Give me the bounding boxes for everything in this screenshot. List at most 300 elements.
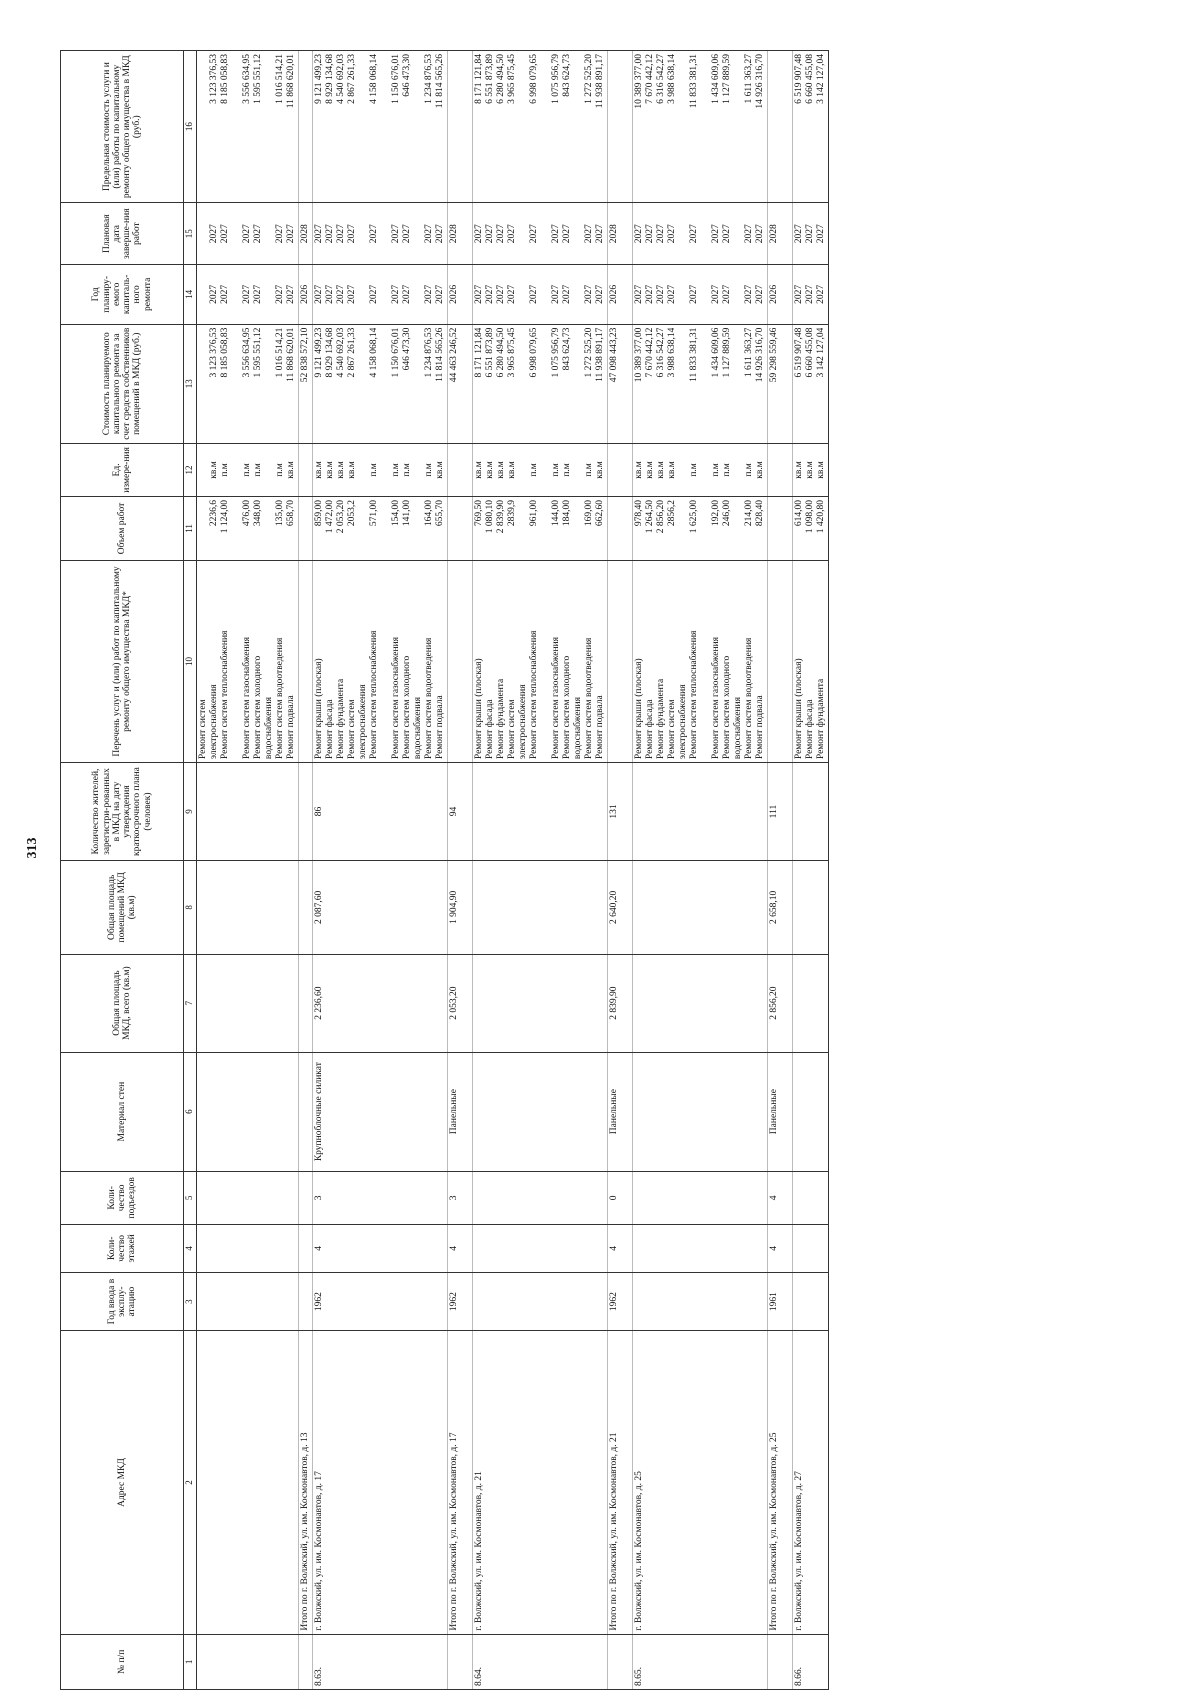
cell-residents-text: 111 [769, 804, 779, 819]
line-cost [413, 328, 424, 440]
line-volume: 2839,9 [507, 500, 517, 527]
total-year: 2026 [769, 284, 779, 304]
cell-floors [313, 1224, 448, 1272]
line-date: 2027 [220, 224, 230, 244]
line-unit: п.м [711, 463, 721, 477]
line-year [700, 268, 711, 321]
cell-cost [793, 324, 829, 443]
line-work [231, 564, 242, 759]
line-date: 2027 [402, 224, 412, 244]
line-work: Ремонт фундамента [336, 678, 346, 760]
line-volume [358, 500, 369, 557]
column-number: 8 [184, 860, 197, 954]
total-date: 2028 [769, 224, 779, 244]
line-cost [231, 328, 242, 440]
header-row [61, 51, 184, 1690]
line-date [413, 206, 424, 261]
line-cost: 6 551 873,89 [485, 327, 495, 378]
cell-address-text: г. Волжский, ул. им. Космонавтов, д. 21 [474, 1471, 484, 1631]
line-work: Ремонт крыши (плоская) [794, 658, 804, 760]
line-date [198, 206, 209, 261]
line-unit: кв.м [645, 461, 655, 479]
line-work: Ремонт фасада [485, 699, 495, 760]
cell-address [299, 1331, 313, 1634]
line-limit [573, 54, 584, 199]
cell-area_rooms [313, 860, 448, 954]
page-number: 313 [25, 837, 40, 859]
total-year: 2026 [609, 284, 619, 304]
line-limit: 6 660 455,08 [805, 54, 815, 104]
line-year: 2027 [794, 284, 804, 304]
line-date: 2027 [634, 224, 644, 244]
line-cost: 1 075 956,79 [551, 327, 561, 378]
line-unit: п.м [275, 463, 285, 477]
line-work: Ремонт систем холодного [562, 655, 572, 760]
line-unit [380, 447, 391, 493]
line-volume: 476,00 [242, 500, 252, 527]
line-volume [700, 500, 711, 557]
cell-year [299, 265, 313, 325]
line-limit: 11 814 565,26 [435, 54, 445, 109]
cell-cost [197, 324, 299, 443]
line-volume: 246,00 [722, 500, 732, 527]
line-date: 2027 [645, 224, 655, 244]
cell-area_total [608, 954, 633, 1052]
line-work: Ремонт фасада [805, 699, 815, 760]
cell-date [448, 203, 473, 265]
cell-area_rooms [633, 860, 768, 954]
cell-area_total [793, 954, 829, 1052]
cell-walls [448, 1052, 473, 1171]
cell-area_rooms [299, 860, 313, 954]
column-header: Адрес МКД [61, 1331, 184, 1634]
cell-address-text: Итого по г. Волжский, ул. им. Космонавтов, д. 21 [609, 1432, 619, 1631]
cell-work [473, 560, 608, 762]
line-unit: п.м [369, 463, 379, 477]
line-cost: 6 280 494,50 [496, 327, 506, 378]
line-cost: 843 624,73 [562, 327, 572, 371]
cell-area_rooms-text: 1 904,90 [449, 890, 459, 924]
line-work: Ремонт систем холодного [722, 655, 732, 760]
line-volume: 141,00 [402, 500, 412, 527]
line-cost: 3 123 376,53 [209, 327, 219, 378]
cell-floors [299, 1224, 313, 1272]
line-limit: 8 171 121,84 [474, 54, 484, 104]
cell-floors [473, 1224, 608, 1272]
line-unit: кв.м [347, 461, 357, 479]
line-volume: 655,70 [435, 500, 445, 527]
line-date [540, 206, 551, 261]
line-volume: 614,00 [794, 500, 804, 527]
line-work: Ремонт систем водоотведения [744, 637, 754, 760]
line-limit: 1 150 676,01 [391, 54, 401, 104]
cell-date [633, 203, 768, 265]
column-number: 7 [184, 954, 197, 1052]
line-unit: п.м [551, 463, 561, 477]
line-date: 2027 [209, 224, 219, 244]
line-cost [518, 328, 529, 440]
line-work: Ремонт фундамента [496, 678, 506, 760]
line-limit: 3 142 127,04 [816, 54, 826, 104]
line-volume: 2053,2 [347, 500, 357, 527]
column-number: 3 [184, 1272, 197, 1331]
cell-limit [768, 51, 793, 203]
cell-area_rooms [608, 860, 633, 954]
line-cost: 646 473,30 [402, 327, 412, 371]
line-date: 2027 [816, 224, 826, 244]
line-unit: кв.м [507, 461, 517, 479]
line-unit: кв.м [816, 461, 826, 479]
line-limit: 1 075 956,79 [551, 54, 561, 104]
cell-year [768, 265, 793, 325]
line-date: 2027 [474, 224, 484, 244]
cell-floors [197, 1224, 299, 1272]
column-header: Количество жителей, зарегистри-рованных в МКД на дату утверждения краткосрочного плана (человек) [61, 763, 184, 861]
line-year: 2027 [314, 284, 324, 304]
line-date: 2027 [794, 224, 804, 244]
line-work: Ремонт систем водоотведения [584, 637, 594, 760]
line-year: 2027 [816, 284, 826, 304]
cell-entrances [313, 1171, 448, 1224]
cell-built [448, 1272, 473, 1331]
repair-plan-table [60, 50, 829, 1690]
line-unit: кв.м [667, 461, 677, 479]
line-cost [358, 328, 369, 440]
cell-address-text: Итого по г. Волжский, ул. им. Космонавтов, д. 17 [449, 1432, 459, 1631]
line-cost: 1 127 889,59 [722, 327, 732, 378]
line-limit: 646 473,30 [402, 54, 412, 97]
line-limit: 843 624,73 [562, 54, 572, 97]
line-limit: 6 551 873,89 [485, 54, 495, 104]
cell-address-text: г. Волжский, ул. им. Космонавтов, д. 27 [794, 1471, 804, 1631]
line-volume: 1 625,00 [689, 500, 699, 534]
cell-num [197, 1634, 299, 1689]
line-cost: 1 016 514,21 [275, 327, 285, 378]
line-volume: 184,00 [562, 500, 572, 527]
line-work: Ремонт подвала [595, 695, 605, 760]
line-limit: 4 540 692,03 [336, 54, 346, 104]
line-limit: 9 121 499,23 [314, 54, 324, 104]
cell-residents [197, 763, 299, 861]
cell-floors [768, 1224, 793, 1272]
cell-area_total-text: 2 236,60 [314, 986, 324, 1020]
line-unit: п.м [253, 463, 263, 477]
line-cost: 3 556 634,95 [242, 327, 252, 378]
line-date: 2027 [242, 224, 252, 244]
column-header: Материал стен [61, 1052, 184, 1171]
line-limit: 4 158 068,14 [369, 54, 379, 104]
cell-walls [768, 1052, 793, 1171]
line-unit [678, 447, 689, 493]
line-date: 2027 [435, 224, 445, 244]
line-limit [518, 54, 529, 199]
cell-residents-text: 131 [609, 804, 619, 819]
line-year [264, 268, 275, 321]
line-unit [358, 447, 369, 493]
total-cost: 47 098 443,23 [609, 327, 619, 383]
line-date: 2027 [325, 224, 335, 244]
line-limit: 3 988 638,14 [667, 54, 677, 104]
cell-limit [473, 51, 608, 203]
cell-entrances-text: 0 [609, 1195, 619, 1201]
cell-num [473, 1634, 608, 1689]
cell-area_rooms [768, 860, 793, 954]
line-date: 2027 [369, 224, 379, 244]
cell-built [633, 1272, 768, 1331]
cell-area_rooms-text: 2 640,20 [609, 890, 619, 924]
cell-area_rooms [793, 860, 829, 954]
line-limit: 2 867 261,33 [347, 54, 357, 104]
line-cost: 10 389 377,00 [634, 327, 644, 383]
cell-year [197, 265, 299, 325]
cell-year [473, 265, 608, 325]
total-cost: 44 463 246,52 [449, 327, 459, 383]
line-year: 2027 [424, 284, 434, 304]
line-unit: кв.м [435, 461, 445, 479]
line-limit: 1 434 609,06 [711, 54, 721, 104]
cell-address [608, 1331, 633, 1634]
line-cost: 1 434 609,06 [711, 327, 721, 378]
cell-unit [473, 443, 608, 496]
line-year: 2027 [507, 284, 517, 304]
line-date: 2027 [656, 224, 666, 244]
column-header: Коли-чество этажей [61, 1224, 184, 1272]
line-volume: 2856,2 [667, 500, 677, 527]
line-cost: 4 540 692,03 [336, 327, 346, 378]
column-number: 10 [184, 560, 197, 762]
line-cost: 3 142 127,04 [816, 327, 826, 378]
line-cost: 14 926 316,70 [755, 327, 765, 383]
cell-walls [633, 1052, 768, 1171]
line-volume: 1 472,00 [325, 500, 335, 534]
line-cost [198, 328, 209, 440]
line-cost [733, 328, 744, 440]
cell-walls-text: Панельные [769, 1089, 779, 1135]
line-unit: кв.м [656, 461, 666, 479]
total-row [768, 51, 793, 1690]
line-cost: 6 316 542,27 [656, 327, 666, 378]
cell-limit [608, 51, 633, 203]
cell-address [448, 1331, 473, 1634]
line-work [380, 564, 391, 759]
line-work: электроснабжения [358, 684, 368, 760]
line-unit: кв.м [474, 461, 484, 479]
line-volume: 2 053,20 [336, 500, 346, 534]
line-unit: п.м [391, 463, 401, 477]
column-header: № п/п [61, 1634, 184, 1689]
cell-built-text: 1962 [609, 1292, 619, 1312]
line-year [380, 268, 391, 321]
line-unit [573, 447, 584, 493]
line-year: 2027 [286, 284, 296, 304]
line-volume: 1 124,00 [220, 500, 230, 534]
cell-num-text: 8.63. [314, 1667, 324, 1686]
line-year: 2027 [474, 284, 484, 304]
line-work: электроснабжения [678, 684, 688, 760]
cell-area_total [768, 954, 793, 1052]
cell-entrances [197, 1171, 299, 1224]
line-year: 2027 [275, 284, 285, 304]
cell-num [768, 1634, 793, 1689]
line-date [573, 206, 584, 261]
cell-area_rooms [197, 860, 299, 954]
line-date [518, 206, 529, 261]
line-cost: 6 998 079,65 [529, 327, 539, 378]
cell-address-text: Итого по г. Волжский, ул. им. Космонавтов, д. 25 [769, 1432, 779, 1631]
column-number: 14 [184, 265, 197, 325]
line-date [678, 206, 689, 261]
column-number: 9 [184, 763, 197, 861]
cell-year [633, 265, 768, 325]
column-header: Плановая дата заверше-ния работ [61, 203, 184, 265]
line-work: Ремонт систем теплоснабжения [689, 630, 699, 760]
line-work: Ремонт систем [507, 699, 517, 760]
line-cost [540, 328, 551, 440]
cell-year [793, 265, 829, 325]
line-date: 2027 [551, 224, 561, 244]
line-date: 2027 [424, 224, 434, 244]
cell-area_rooms-text: 2 658,10 [769, 890, 779, 924]
line-limit: 8 929 134,68 [325, 54, 335, 104]
cell-built-text: 1961 [769, 1292, 779, 1312]
line-work: Ремонт систем [667, 699, 677, 760]
cell-num [608, 1634, 633, 1689]
cell-unit [633, 443, 768, 496]
line-work: Ремонт систем теплоснабжения [529, 630, 539, 760]
cell-floors-text: 4 [769, 1246, 779, 1251]
column-header: Год ввода в эксплу-атацию [61, 1272, 184, 1331]
line-volume [264, 500, 275, 557]
line-work: Ремонт систем холодного [402, 655, 412, 760]
cell-work [768, 560, 793, 762]
line-work: Ремонт фасада [325, 699, 335, 760]
cell-unit [299, 443, 313, 496]
line-year: 2027 [645, 284, 655, 304]
line-cost: 3 988 638,14 [667, 327, 677, 378]
cell-built [768, 1272, 793, 1331]
column-number: 15 [184, 203, 197, 265]
table-body [197, 51, 829, 1690]
line-date [700, 206, 711, 261]
line-unit: п.м [220, 463, 230, 477]
cell-address-text: г. Волжский, ул. им. Космонавтов, д. 17 [314, 1471, 324, 1631]
column-header: Стоимость планируемого капитального ремонта за счет средств собственников помещений в МКД (руб.) [61, 324, 184, 443]
cell-address-text: Итого по г. Волжский, ул. им. Космонавтов, д. 13 [300, 1432, 310, 1631]
line-unit [518, 447, 529, 493]
line-year: 2027 [402, 284, 412, 304]
line-volume [413, 500, 424, 557]
line-work: электроснабжения [209, 684, 219, 760]
line-volume [518, 500, 529, 557]
line-date [358, 206, 369, 261]
line-year: 2027 [667, 284, 677, 304]
line-unit: п.м [689, 463, 699, 477]
line-limit: 3 123 376,53 [209, 54, 219, 104]
cell-area_total-text: 2 856,20 [769, 986, 779, 1020]
line-year: 2027 [347, 284, 357, 304]
line-year: 2027 [755, 284, 765, 304]
cell-address [768, 1331, 793, 1634]
cell-walls [197, 1052, 299, 1171]
line-date: 2027 [755, 224, 765, 244]
cell-unit [313, 443, 448, 496]
cell-limit [448, 51, 473, 203]
line-cost [573, 328, 584, 440]
line-volume: 192,00 [711, 500, 721, 527]
column-header: Предельная стоимость услуги и (или) работы по капитальному ремонту общего имущества в МКД (руб.) [61, 51, 184, 203]
cell-address [793, 1331, 829, 1634]
line-unit: кв.м [314, 461, 324, 479]
line-limit: 7 670 442,12 [645, 54, 655, 104]
line-cost: 8 171 121,84 [474, 327, 484, 378]
line-volume [678, 500, 689, 557]
line-work: Ремонт подвала [286, 695, 296, 760]
line-unit: п.м [402, 463, 412, 477]
line-volume [573, 500, 584, 557]
cell-entrances-text: 3 [449, 1195, 459, 1201]
cell-residents [313, 763, 448, 861]
table-row [473, 51, 608, 1690]
column-number: 4 [184, 1224, 197, 1272]
line-year: 2027 [584, 284, 594, 304]
cell-residents-text: 86 [314, 806, 324, 817]
line-work: Ремонт систем водоотведения [424, 637, 434, 760]
line-cost: 1 595 551,12 [253, 327, 263, 378]
line-unit [733, 447, 744, 493]
cell-work [608, 560, 633, 762]
total-cost: 52 838 572,10 [300, 327, 310, 383]
line-cost: 1 611 363,27 [744, 327, 754, 378]
line-volume: 769,50 [474, 500, 484, 527]
cell-residents [473, 763, 608, 861]
line-date: 2027 [286, 224, 296, 244]
line-work: Ремонт фундамента [656, 678, 666, 760]
line-cost: 1 272 525,20 [584, 327, 594, 378]
line-volume: 2 839,90 [496, 500, 506, 534]
line-limit: 14 926 316,70 [755, 54, 765, 109]
line-limit [540, 54, 551, 199]
line-date: 2027 [485, 224, 495, 244]
line-year: 2027 [435, 284, 445, 304]
line-year: 2027 [220, 284, 230, 304]
cell-year [313, 265, 448, 325]
cell-unit [768, 443, 793, 496]
line-cost: 6 519 907,48 [794, 327, 804, 378]
cell-unit [608, 443, 633, 496]
line-cost [264, 328, 275, 440]
cell-walls [313, 1052, 448, 1171]
line-unit: п.м [584, 463, 594, 477]
line-year: 2027 [242, 284, 252, 304]
cell-cost [448, 324, 473, 443]
line-year: 2027 [325, 284, 335, 304]
line-volume [231, 500, 242, 557]
cell-volume [313, 497, 448, 561]
cell-walls [299, 1052, 313, 1171]
line-unit: кв.м [325, 461, 335, 479]
cell-year [608, 265, 633, 325]
line-volume [380, 500, 391, 557]
line-unit [413, 447, 424, 493]
cell-volume [768, 497, 793, 561]
line-unit: кв.м [485, 461, 495, 479]
column-number: 12 [184, 443, 197, 496]
line-date: 2027 [347, 224, 357, 244]
cell-address [313, 1331, 448, 1634]
cell-num [633, 1634, 768, 1689]
cell-num-text: 8.65. [634, 1667, 644, 1686]
line-volume: 2 856,20 [656, 500, 666, 534]
